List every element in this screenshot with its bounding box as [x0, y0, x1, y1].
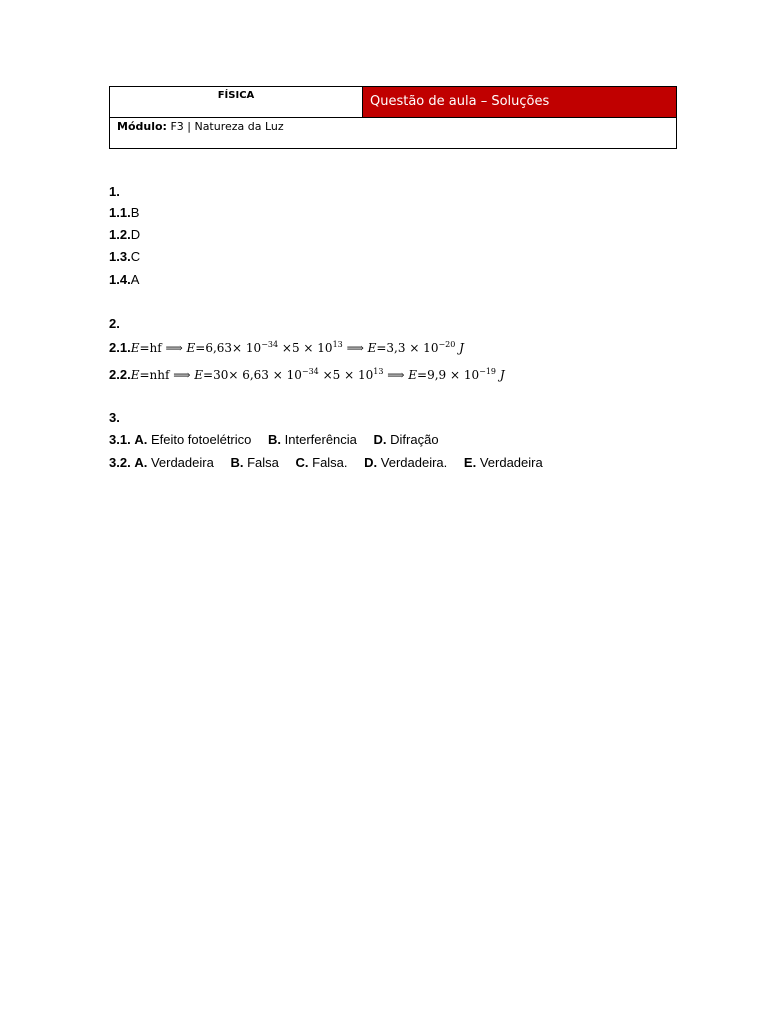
answer-number: 1.3. — [109, 249, 131, 264]
eq-exponent: 13 — [373, 367, 384, 376]
eq-part: =hf ⟹ — [139, 341, 187, 355]
eq-exponent: 13 — [332, 340, 343, 349]
eq-var: E — [194, 368, 204, 382]
part-text: Verdadeira — [150, 455, 214, 470]
part-text: Verdadeira. — [380, 455, 448, 470]
part-letter: A. — [134, 455, 148, 470]
answer-number: 1.4. — [109, 272, 131, 287]
answer-2-2 — [109, 365, 505, 385]
answer-number: 3.1. — [109, 432, 131, 447]
answer-1-3 — [109, 247, 140, 267]
eq-part: =9,9 × 10 — [417, 368, 480, 382]
header-row-top — [110, 87, 676, 118]
question-1-number: 1. — [109, 184, 120, 199]
answer-2-1 — [109, 338, 464, 358]
question-2-number: 2. — [109, 316, 120, 331]
eq-part: ×5 × 10 — [318, 368, 374, 382]
eq-var: E — [408, 368, 418, 382]
eq-part: =nhf ⟹ — [139, 368, 195, 382]
eq-part: ⟹ — [342, 341, 368, 355]
part-text: Falsa. — [312, 455, 348, 470]
question-3-number: 3. — [109, 410, 120, 425]
equation — [131, 341, 464, 355]
part-text: Interferência — [284, 432, 357, 447]
part-text: Verdadeira — [479, 455, 543, 470]
answer-3-2 — [109, 453, 543, 473]
part-letter: B. — [268, 432, 282, 447]
answer-number: 3.2. — [109, 455, 131, 470]
answer-number: 1.2. — [109, 227, 131, 242]
subject-cell: FÍSICA — [110, 87, 363, 117]
eq-part: =3,3 × 10 — [376, 341, 439, 355]
answer-1-1 — [109, 203, 139, 223]
part-letter: D. — [364, 455, 378, 470]
part-letter: E. — [463, 455, 477, 470]
eq-var: E — [130, 341, 140, 355]
eq-exponent: −19 — [479, 367, 497, 376]
eq-var: E — [367, 341, 377, 355]
eq-part: ×5 × 10 — [278, 341, 333, 355]
eq-exponent: −20 — [438, 340, 456, 349]
eq-unit: J — [496, 368, 505, 382]
answer-3-1 — [109, 430, 439, 450]
equation — [131, 368, 505, 382]
eq-part: ⟹ — [383, 368, 409, 382]
part-text: Efeito fotoelétrico — [150, 432, 252, 447]
eq-var: E — [186, 341, 196, 355]
title-cell: Questão de aula – Soluções — [363, 87, 676, 117]
eq-part: =30× 6,63 × 10 — [203, 368, 302, 382]
answer-number: 2.2. — [109, 367, 131, 382]
part-letter: C. — [295, 455, 309, 470]
answer-value: D — [130, 227, 141, 242]
module-row — [110, 118, 676, 148]
header-table — [109, 86, 677, 149]
answer-1-4 — [109, 270, 139, 290]
answer-value: B — [130, 205, 140, 220]
eq-unit: J — [455, 341, 464, 355]
eq-exponent: −34 — [301, 367, 319, 376]
part-letter: B. — [230, 455, 244, 470]
eq-part: =6,63× 10 — [195, 341, 262, 355]
answer-number: 1.1. — [109, 205, 131, 220]
part-text: Difração — [390, 432, 439, 447]
answer-number: 2.1. — [109, 340, 131, 355]
eq-var: E — [130, 368, 140, 382]
part-letter: A. — [134, 432, 148, 447]
answer-1-2 — [109, 225, 140, 245]
answer-value: C — [130, 249, 141, 264]
part-text: Falsa — [247, 455, 279, 470]
part-letter: D. — [373, 432, 387, 447]
module-value: F3 | Natureza da Luz — [170, 120, 284, 133]
answer-value: A — [130, 272, 140, 287]
eq-exponent: −34 — [261, 340, 279, 349]
module-label: Módulo: — [117, 120, 167, 133]
